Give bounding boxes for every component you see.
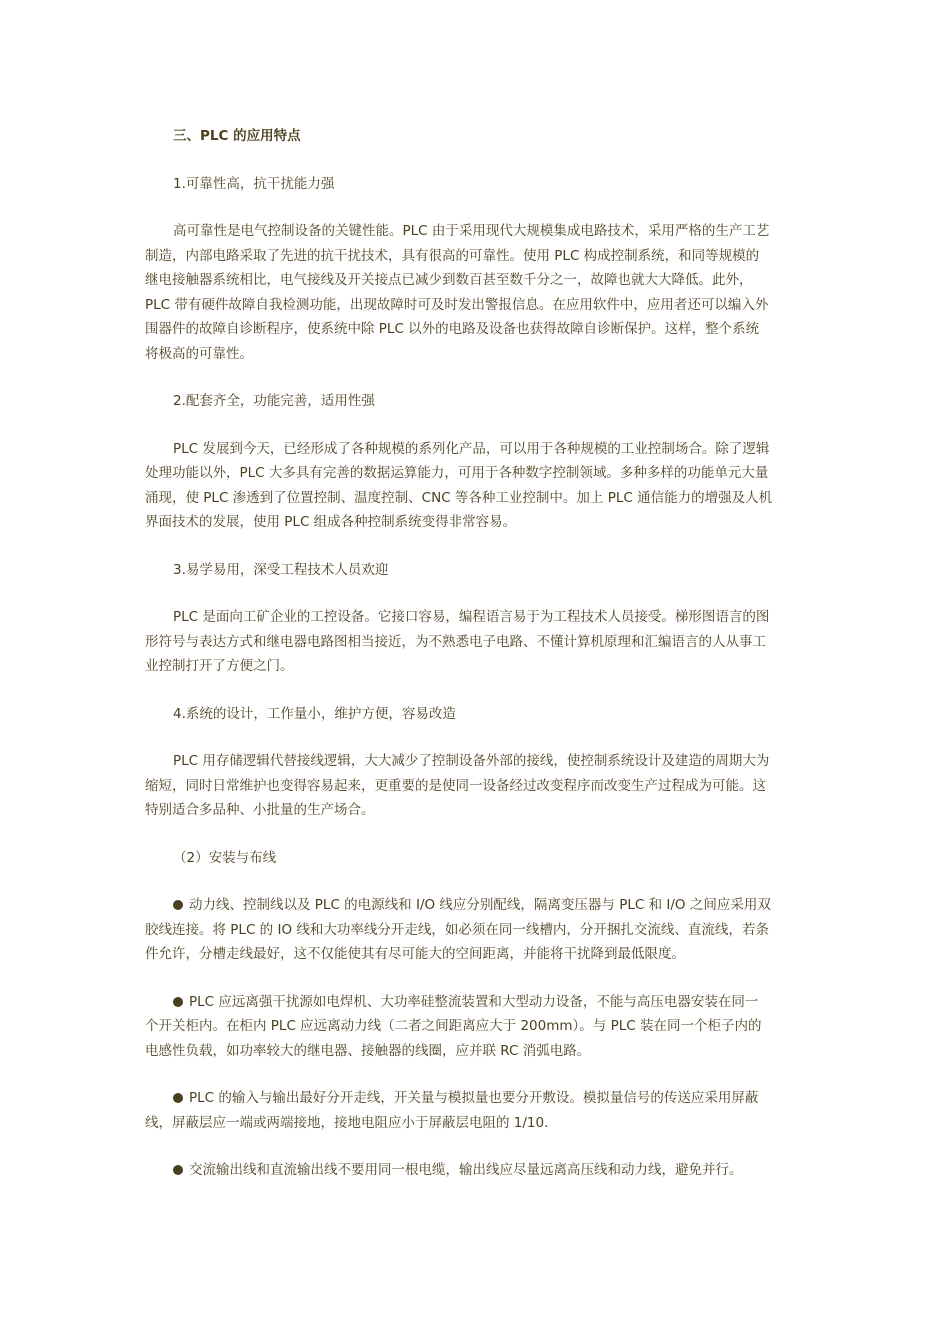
paragraph-line: PLC 带有硬件故障自我检测功能，出现故障时可及时发出警报信息。在应用软件中，应用者还可以编入外 — [145, 296, 769, 313]
bullet-icon — [173, 1093, 183, 1103]
bullet-text: PLC 应远离强干扰源如电焊机、大功率硅整流装置和大型动力设备，不能与高压电器安装在同一 — [189, 993, 759, 1010]
bullet-text: 交流输出线和直流输出线不要用同一根电缆，输出线应尽量远离高压线和动力线，避免并行。 — [189, 1162, 743, 1178]
item-paragraph — [145, 437, 809, 535]
paragraph-line: 围器件的故障自诊断程序，使系统中除 PLC 以外的电路及设备也获得故障自诊断保护。这样，整个系统 — [145, 321, 760, 337]
paragraph-line: PLC 用存储逻辑代替接线逻辑，大大减少了控制设备外部的接线，使控制系统设计及建造的周期大为 — [173, 753, 770, 769]
item-paragraph — [145, 219, 809, 366]
item-heading: 2.配套齐全，功能完善，适用性强 — [173, 393, 375, 409]
bullet-text: 动力线、控制线以及 PLC 的电源线和 I/O 线应分别配线，隔离变压器与 PLC 和 I/O 之间应采用双 — [189, 897, 771, 913]
bullet-icon — [173, 900, 183, 910]
item-paragraph — [145, 749, 809, 823]
paragraph-line: PLC 是面向工矿企业的工控设备。它接口容易，编程语言易于为工程技术人员接受。梯形图语言的图 — [173, 609, 770, 625]
bullet-icon — [173, 1165, 183, 1175]
bullet-paragraph — [145, 893, 809, 967]
bullet-icon — [173, 997, 183, 1007]
paragraph-line: 线，屏蔽层应一端或两端接地，接地电阻应小于屏蔽层电阻的 1/10. — [145, 1114, 549, 1131]
item-heading-block — [145, 389, 809, 414]
item-heading-block — [145, 172, 809, 197]
paragraph-line: PLC 发展到今天，已经形成了各种规模的系列化产品，可以用于各种规模的工业控制场合。除了逻辑 — [173, 440, 770, 457]
paragraph-line — [145, 1158, 809, 1183]
item-heading-block — [145, 702, 809, 727]
item-heading: 3.易学易用，深受工程技术人员欢迎 — [173, 561, 389, 578]
paragraph-line — [145, 893, 809, 918]
paragraph-line: 继电接触器系统相比，电气接线及开关接点已减少到数百甚至数千分之一，故障也就大大降低。此外， — [145, 272, 753, 288]
paragraph-line: 制造，内部电路采取了先进的抗干扰技术，具有很高的可靠性。使用 PLC 构成控制系统，和同等规模的 — [145, 247, 760, 264]
paragraph-line: 高可靠性是电气控制设备的关键性能。PLC 由于采用现代大规模集成电路技术，采用严格的生产工艺 — [173, 223, 770, 239]
bullet-paragraph — [145, 990, 809, 1064]
paragraph-line: 件允许，分槽走线最好，这不仅能使其有尽可能大的空间距离，并能将干扰降到最低限度。 — [145, 946, 685, 962]
paragraph-line — [145, 990, 809, 1015]
paragraph-line — [145, 1086, 809, 1111]
bullet-paragraph — [145, 1086, 809, 1135]
bullet-paragraph — [145, 1158, 809, 1183]
paragraph-line: 个开关柜内。在柜内 PLC 应远离动力线（二者之间距离应大于 200mm）。与 PLC 装在同一个柜子内的 — [145, 1018, 762, 1034]
paragraph-line: 处理功能以外，PLC 大多具有完善的数据运算能力，可用于各种数字控制领域。多种多样的功能单元大量 — [145, 465, 769, 481]
paragraph-line: 业控制打开了方便之门。 — [145, 658, 294, 674]
paragraph-line: 缩短，同时日常维护也变得容易起来，更重要的是使同一设备经过改变程序而改变生产过程成为可能。这 — [145, 777, 766, 794]
install-heading-block — [145, 846, 809, 871]
install-heading: （2）安装与布线 — [173, 849, 277, 866]
item-heading-block — [145, 558, 809, 583]
section-title: 三、PLC 的应用特点 — [173, 128, 301, 144]
document-body — [145, 124, 809, 1206]
bullet-text: PLC 的输入与输出最好分开走线，开关量与模拟量也要分开敷设。模拟量信号的传送应采用屏蔽 — [189, 1090, 759, 1106]
paragraph-line: 特别适合多品种、小批量的生产场合。 — [145, 802, 375, 818]
section-title-block — [145, 124, 809, 149]
paragraph-line: 电感性负载，如功率较大的继电器、接触器的线圈，应并联 RC 消弧电路。 — [145, 1042, 591, 1059]
item-heading: 4.系统的设计，工作量小，维护方便，容易改造 — [173, 705, 456, 722]
item-heading: 1.可靠性高，抗干扰能力强 — [173, 175, 335, 192]
paragraph-line: 涌现，使 PLC 渗透到了位置控制、温度控制、CNC 等各种工业控制中。加上 PLC 通信能力的增强及人机 — [145, 489, 773, 506]
item-paragraph — [145, 605, 809, 679]
paragraph-line: 胶线连接。将 PLC 的 IO 线和大功率线分开走线，如必须在同一线槽内，分开捆扎交流线、直流线，若条 — [145, 921, 769, 938]
paragraph-line: 将极高的可靠性。 — [145, 345, 253, 362]
paragraph-line: 形符号与表达方式和继电器电路图相当接近，为不熟悉电子电路、不懂计算机原理和汇编语言的人从事工 — [145, 633, 766, 650]
paragraph-line: 界面技术的发展，使用 PLC 组成各种控制系统变得非常容易。 — [145, 514, 517, 530]
